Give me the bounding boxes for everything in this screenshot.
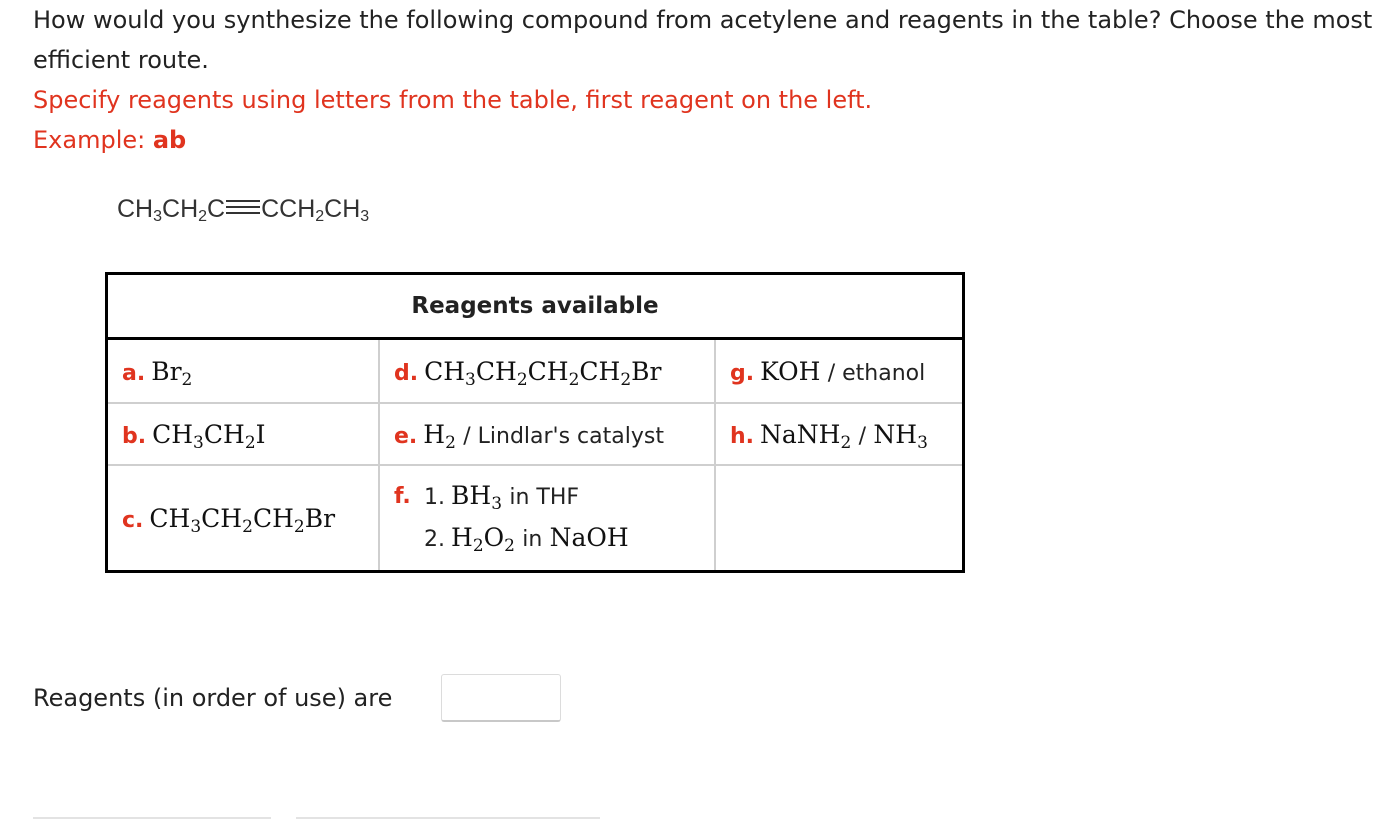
reagent-letter: c. bbox=[122, 507, 144, 533]
reagent-letter: f. bbox=[394, 484, 411, 509]
compound-sub: 2 bbox=[198, 208, 208, 225]
instruction-line: Specify reagents using letters from the table, first reagent on the left. bbox=[33, 86, 873, 114]
reagent-formula: $CH_3CH_2CH_2Br$ bbox=[149, 503, 336, 537]
reagent-letter: h. bbox=[730, 423, 755, 449]
answer-label: Reagents (in order of use) are bbox=[33, 684, 393, 712]
reagent-letter: g. bbox=[730, 360, 755, 386]
target-compound bbox=[117, 195, 369, 224]
compound-sub: 3 bbox=[153, 208, 163, 225]
compound-ch: CH bbox=[162, 195, 199, 223]
example-line bbox=[33, 120, 1373, 160]
reagent-text: / bbox=[858, 423, 867, 449]
reagent-formula: KOH bbox=[760, 356, 821, 386]
compound-sub: 2 bbox=[315, 208, 325, 225]
reagent-text: / Lindlar's catalyst bbox=[463, 423, 664, 449]
reagent-formula: $Br_2$ bbox=[151, 356, 193, 390]
question-block bbox=[33, 0, 1373, 160]
reagent-letter: e. bbox=[394, 423, 418, 449]
triple-bond bbox=[225, 199, 261, 215]
question-text: How would you synthesize the following compound from acetylene and reagents in the table? Choose the most efficient route. bbox=[33, 6, 1373, 74]
table-header: Reagents available bbox=[107, 274, 964, 339]
reagent-formula: $NH_3$ bbox=[873, 419, 928, 453]
reagent-d bbox=[379, 339, 715, 404]
reagent-step: 2. $H_2O_2$ in NaOH bbox=[424, 523, 629, 556]
reagent-steps bbox=[424, 476, 714, 560]
compound-cch: CCH bbox=[261, 195, 316, 223]
reagent-b bbox=[107, 403, 380, 465]
example-value: ab bbox=[152, 126, 187, 154]
reagent-f bbox=[379, 465, 715, 572]
table-header-row bbox=[107, 274, 964, 339]
reagent-g bbox=[715, 339, 964, 404]
answer-input[interactable] bbox=[441, 674, 561, 722]
reagent-formula: $H_2$ bbox=[423, 419, 456, 453]
reagent-c bbox=[107, 465, 380, 572]
divider bbox=[33, 817, 271, 819]
reagent-a bbox=[107, 339, 380, 404]
reagent-text: / ethanol bbox=[827, 360, 926, 386]
compound-sub: 3 bbox=[360, 208, 370, 225]
table-row bbox=[107, 403, 964, 465]
example-label: Example: bbox=[33, 126, 146, 154]
table-row bbox=[107, 339, 964, 404]
reagent-formula: $CH_3CH_2I$ bbox=[152, 419, 266, 453]
instruction-text bbox=[33, 80, 1373, 120]
divider bbox=[296, 817, 600, 819]
reagent-h bbox=[715, 403, 964, 465]
reagent-formula: NaNH$_2$ bbox=[760, 419, 852, 453]
compound-c: C bbox=[207, 195, 226, 223]
reagents-table bbox=[105, 272, 965, 573]
empty-cell bbox=[715, 465, 964, 572]
compound-ch: CH bbox=[324, 195, 361, 223]
compound-ch: CH bbox=[117, 195, 154, 223]
reagent-letter: b. bbox=[122, 423, 147, 449]
reagent-step: 1. $BH_3$ in THF bbox=[424, 481, 580, 514]
table-row bbox=[107, 465, 964, 572]
reagent-e bbox=[379, 403, 715, 465]
reagent-letter: a. bbox=[122, 360, 146, 386]
reagent-letter: d. bbox=[394, 360, 419, 386]
reagent-formula: $CH_3CH_2CH_2CH_2Br$ bbox=[424, 356, 662, 390]
